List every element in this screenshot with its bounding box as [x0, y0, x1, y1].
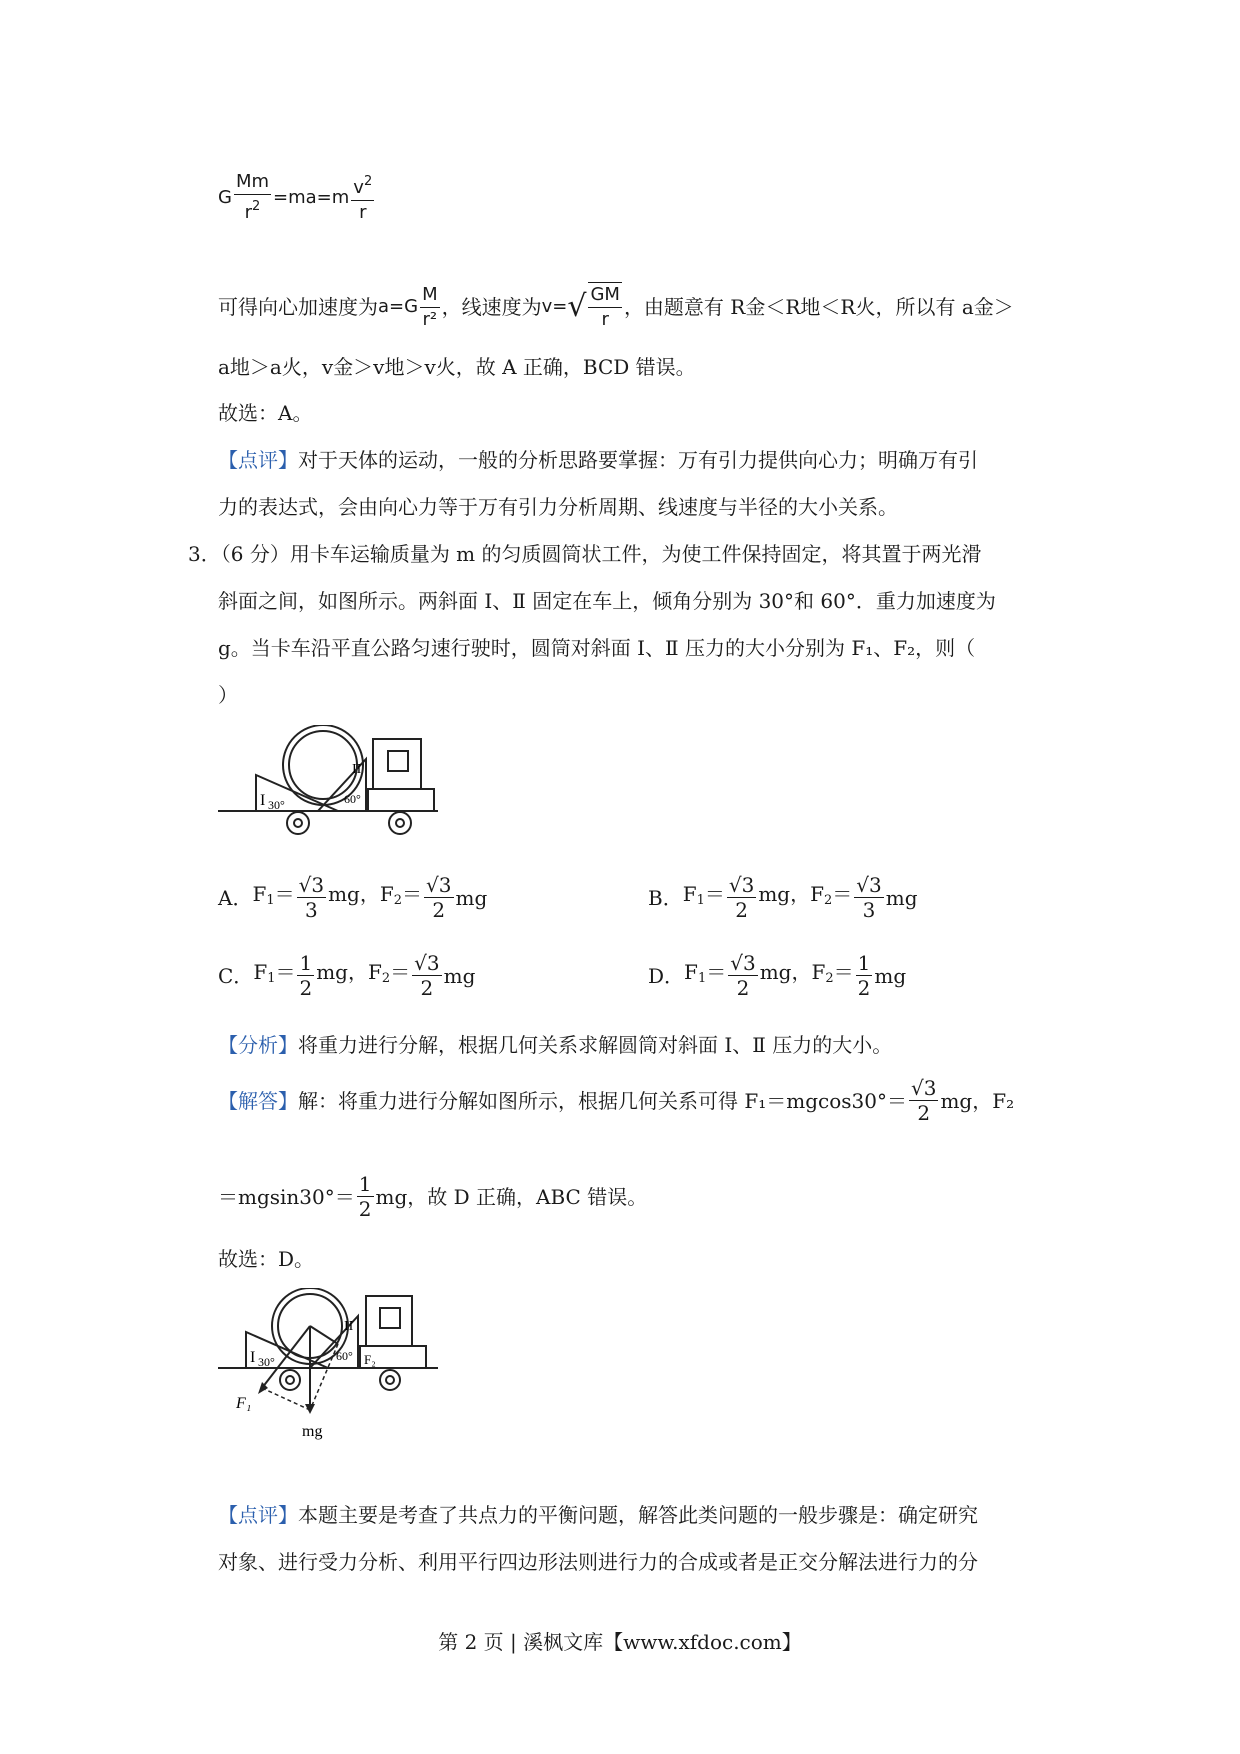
q3-stem-4: ）	[218, 683, 238, 707]
angle-1-label: 30°	[268, 798, 285, 812]
angle-2-label: 60°	[336, 1349, 353, 1363]
answer-line-2: ＝mgsin30°＝ $\frac{1}{2}$ mg，故 D 正确，ABC 错误。	[218, 1172, 648, 1221]
option-a[interactable]: A． $F_1=$ $\frac{√3}{3}$ mg，$F_2=$ $\frac{√3}{2}$ mg	[218, 873, 488, 922]
option-c[interactable]: C． $F_1=$ $\frac{1}{2}$ mg，$F_2=$ $\frac{√3}{2}$ mg	[218, 951, 476, 1000]
acceleration-line: 可得向心加速度为 a=G $\frac{M}{\text{r²}}$ ，线速度为 v= √ $\frac{GM}{r}$ ，由题意有 R金＜R地＜R火，所以有 a金＞	[218, 283, 1014, 330]
comment-line-2: 力的表达式，会由向心力等于万有引力分析周期、线速度与半径的大小关系。	[218, 495, 898, 519]
slope-2-label: II	[352, 762, 362, 777]
truck-figure	[218, 725, 438, 840]
q3-comment-1: 【点评】本题主要是考查了共点力的平衡问题，解答此类问题的一般步骤是：确定研究	[218, 1503, 978, 1527]
option-b[interactable]: B． $F_1=$ $\frac{√3}{2}$ mg，$F_2=$ $\frac{√3}{3}$ mg	[648, 873, 918, 922]
slope-1-label: I	[250, 1349, 256, 1366]
conclusion-line: a地＞a火，v金＞v地＞v火，故 A 正确，BCD 错误。	[218, 355, 696, 379]
force-decomposition-figure	[218, 1288, 438, 1448]
answer-line-1: 【解答】 解：将重力进行分解如图所示，根据几何关系可得 F₁＝mgcos30°＝ $\frac{√3}{2}$ mg，F₂	[218, 1076, 1015, 1125]
mg-label: mg	[302, 1423, 323, 1440]
angle-2-label: 60°	[344, 792, 361, 806]
q3-stem-1: 3．（6 分）用卡车运输质量为 m 的匀质圆筒状工件，为使工件保持固定，将其置于两光滑	[188, 542, 982, 566]
gravitation-formula: G $\frac{Mm}{r^2}$ =ma=m $\frac{v^2}{r}$	[218, 171, 373, 223]
option-d[interactable]: D． $F_1=$ $\frac{√3}{2}$ mg，$F_2=$ $\frac{1}{2}$ mg	[648, 951, 907, 1000]
angle-1-label: 30°	[258, 1355, 275, 1369]
answer-choice: 故选：D。	[218, 1247, 315, 1271]
choice-line: 故选：A。	[218, 401, 313, 425]
analysis-line: 【分析】将重力进行分解，根据几何关系求解圆筒对斜面 Ⅰ、Ⅱ 压力的大小。	[218, 1033, 893, 1057]
f2-label: F₂	[364, 1352, 376, 1367]
q3-stem-2: 斜面之间，如图所示。两斜面 Ⅰ、Ⅱ 固定在车上，倾角分别为 30°和 60°．重力加速度为	[218, 589, 996, 613]
slope-1-label: I	[260, 792, 266, 809]
f1-label: F₁	[236, 1395, 252, 1412]
q3-comment-2: 对象、进行受力分析、利用平行四边形法则进行力的合成或者是正交分解法进行力的分	[218, 1550, 978, 1574]
comment-line-1: 【点评】对于天体的运动，一般的分析思路要掌握：万有引力提供向心力；明确万有引	[218, 448, 978, 472]
q3-stem-3: g。当卡车沿平直公路匀速行驶时，圆筒对斜面 Ⅰ、Ⅱ 压力的大小分别为 F₁、F₂，则（	[218, 636, 976, 660]
page-footer: 第 2 页 | 溪枫文库【www.xfdoc.com】	[438, 1630, 802, 1654]
slope-2-label: II	[344, 1319, 354, 1334]
